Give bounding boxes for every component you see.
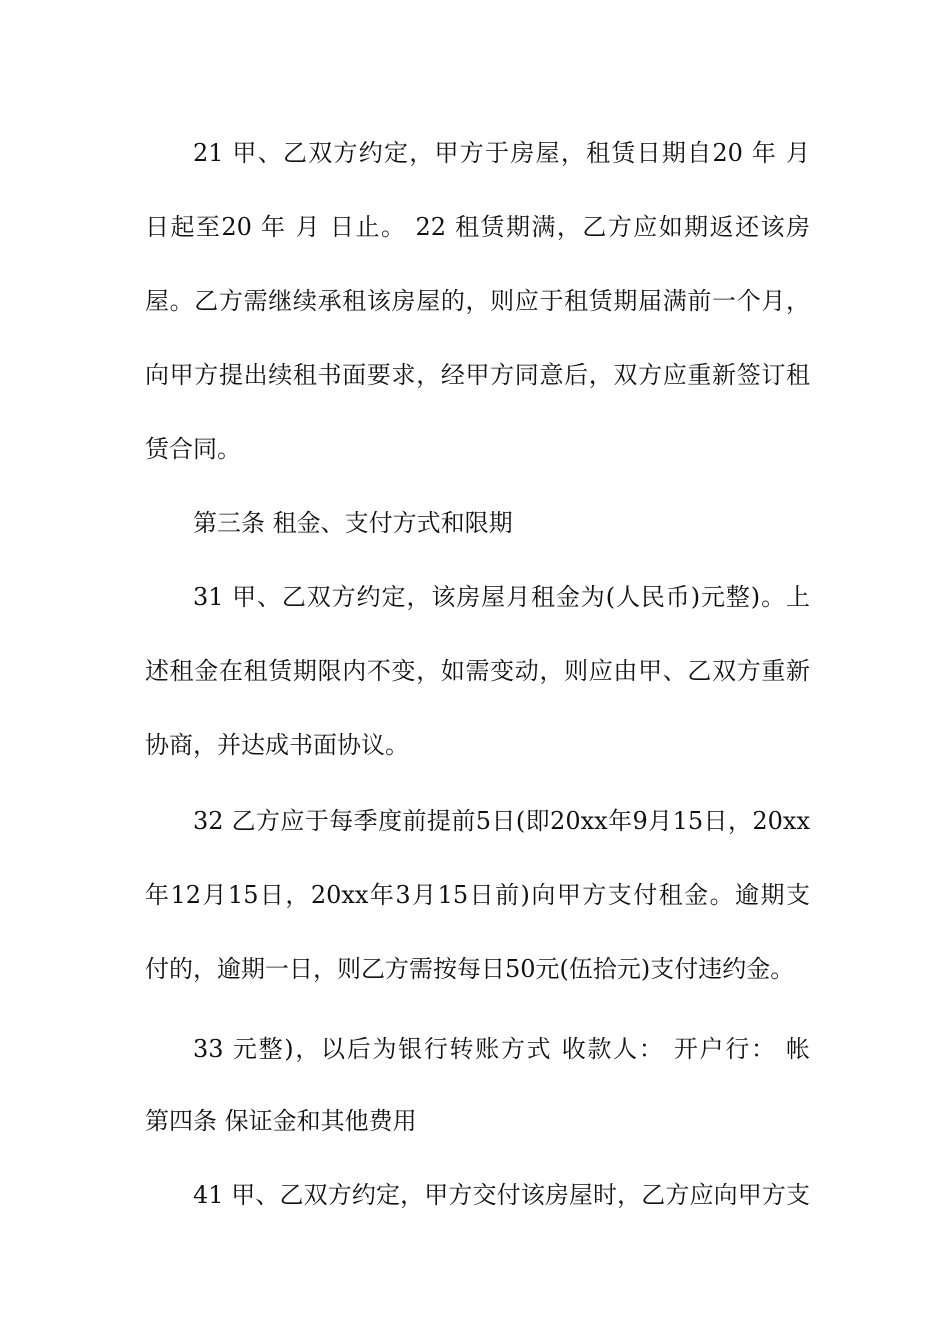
paragraph-2-1-line-2: 日起至20 年 月 日止。 22 租赁期满，乙方应如期返还该房 [145,213,810,241]
paragraph-3-3-line-1: 33 元整)，以后为银行转账方式 收款人： 开户行： 帐 [193,1035,810,1063]
paragraph-3-1-line-2: 述租金在租赁期限内不变，如需变动，则应由甲、乙双方重新 [145,657,810,685]
paragraph-2-2-line-1: 屋。乙方需继续承租该房屋的，则应于租赁期届满前一个月， [145,287,810,315]
paragraph-4-1-line-1: 41 甲、乙双方约定，甲方交付该房屋时，乙方应向甲方支 [193,1181,810,1209]
paragraph-3-2-line-1: 32 乙方应于每季度前提前5日(即20xx年9月15日，20xx [193,807,810,835]
paragraph-2-2-line-2: 向甲方提出续租书面要求，经甲方同意后，双方应重新签订租 [145,361,810,389]
paragraph-3-1-line-3: 协商，并达成书面协议。 [145,731,409,759]
paragraph-3-2-line-3: 付的，逾期一日，则乙方需按每日50元(伍拾元)支付违约金。 [145,955,795,983]
article-4-heading: 第四条 保证金和其他费用 [145,1107,417,1135]
article-3-heading: 第三条 租金、支付方式和限期 [193,509,513,537]
paragraph-3-2-line-2: 年12月15日，20xx年3月15日前)向甲方支付租金。逾期支 [145,881,810,909]
paragraph-2-2-line-3: 赁合同。 [145,435,241,463]
paragraph-3-1-line-1: 31 甲、乙双方约定，该房屋月租金为(人民币)元整)。上 [193,583,810,611]
paragraph-2-1-line-1: 21 甲、乙双方约定，甲方于房屋，租赁日期自20 年 月 [193,139,810,167]
